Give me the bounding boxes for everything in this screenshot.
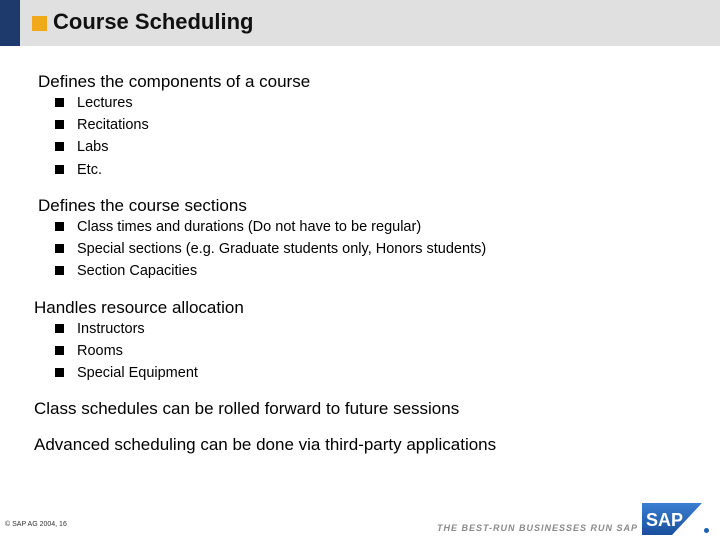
slide-title: Course Scheduling xyxy=(53,9,254,34)
list-item: Lectures xyxy=(77,95,133,111)
sap-logo xyxy=(642,503,702,535)
bullet-icon xyxy=(55,346,64,355)
list-item: Rooms xyxy=(77,343,123,359)
bullet-icon xyxy=(55,222,64,231)
list-item: Special Equipment xyxy=(77,365,198,381)
section-heading: Class schedules can be rolled forward to future sessions xyxy=(34,399,460,418)
bullet-icon xyxy=(55,165,64,174)
footer-slogan: THE BEST-RUN BUSINESSES RUN SAP xyxy=(437,523,639,533)
list-item: Labs xyxy=(77,139,108,155)
section-heading: Advanced scheduling can be done via third-party applications xyxy=(34,435,497,454)
sap-logo-text: SAP xyxy=(646,510,684,530)
list-item: Class times and durations (Do not have to be regular) xyxy=(77,219,421,235)
list-item: Recitations xyxy=(77,117,149,133)
bullet-icon xyxy=(55,120,64,129)
list-item: Section Capacities xyxy=(77,263,197,279)
copyright-text: © SAP AG 2004, 16 xyxy=(5,521,67,528)
section-heading: Handles resource allocation xyxy=(34,298,244,317)
registered-mark-icon xyxy=(704,528,709,533)
bullet-icon xyxy=(55,98,64,107)
section-heading: Defines the course sections xyxy=(38,196,247,215)
list-item: Instructors xyxy=(77,321,145,337)
bullet-icon xyxy=(55,266,64,275)
bullet-icon xyxy=(55,244,64,253)
bullet-icon xyxy=(55,324,64,333)
bullet-icon xyxy=(55,142,64,151)
bullet-icon xyxy=(55,368,64,377)
list-item: Special sections (e.g. Graduate students only, Honors students) xyxy=(77,241,486,257)
list-item: Etc. xyxy=(77,162,102,178)
section-heading: Defines the components of a course xyxy=(38,72,311,91)
